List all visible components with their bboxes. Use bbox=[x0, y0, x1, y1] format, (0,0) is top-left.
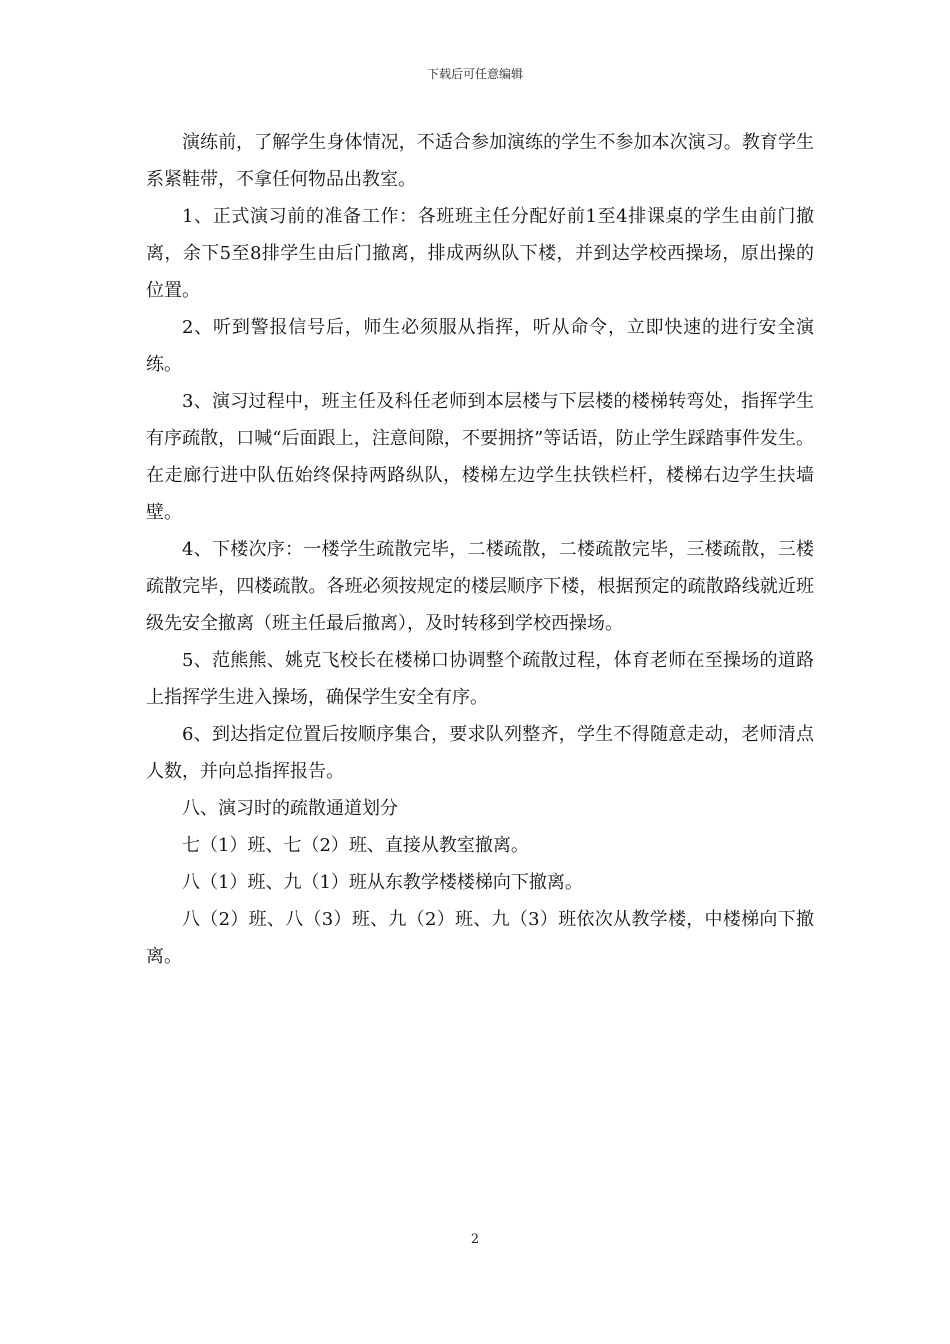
paragraph-step-4: 4、下楼次序：一楼学生疏散完毕，二楼疏散，二楼疏散完毕，三楼疏散，三楼疏散完毕，四楼疏散。各班必须按规定的楼层顺序下楼，根据预定的疏散路线就近班级先安全撤离（班主任最后撤离），及时转移到学校西操场。 bbox=[146, 539, 814, 634]
paragraph-step-2: 2、听到警报信号后，师生必须服从指挥，听从命令，立即快速的进行安全演练。 bbox=[146, 317, 814, 375]
section-heading-evacuation-routes: 八、演习时的疏散通道划分 bbox=[182, 798, 398, 819]
paragraph-preparation: 演练前，了解学生身体情况，不适合参加演练的学生不参加本次演习。教育学生系紧鞋带，不拿任何物品出教室。 bbox=[146, 132, 814, 190]
paragraph-route-east-stairs: 八（1）班、九（1）班从东教学楼楼梯向下撤离。 bbox=[182, 872, 583, 893]
paragraph-route-middle-stairs: 八（2）班、八（3）班、九（2）班、九（3）班依次从教学楼，中楼梯向下撤离。 bbox=[146, 909, 814, 967]
paragraph-step-1: 1、正式演习前的准备工作：各班班主任分配好前1至4排课桌的学生由前门撤离，余下5至8排学生由后门撤离，排成两纵队下楼，并到达学校西操场，原出操的位置。 bbox=[146, 206, 814, 301]
paragraph-step-5: 5、范熊熊、姚克飞校长在楼梯口协调整个疏散过程，体育老师在至操场的道路上指挥学生进入操场，确保学生安全有序。 bbox=[146, 650, 814, 708]
page-header: 下载后可任意编辑 bbox=[426, 67, 523, 81]
paragraph-step-3: 3、演习过程中，班主任及科任老师到本层楼与下层楼的楼梯转弯处，指挥学生有序疏散，口喊“后面跟上，注意间隙，不要拥挤”等话语，防止学生踩踏事件发生。在走廊行进中队伍始终保持两路纵队，楼梯左边学生扶铁栏杆，楼梯右边学生扶墙壁。 bbox=[146, 391, 814, 523]
paragraph-route-grade-7: 七（1）班、七（2）班、直接从教室撤离。 bbox=[182, 835, 529, 856]
page-number: 2 bbox=[470, 1232, 480, 1247]
document-body bbox=[146, 124, 814, 975]
paragraph-step-6: 6、到达指定位置后按顺序集合，要求队列整齐，学生不得随意走动，老师清点人数，并向总指挥报告。 bbox=[146, 724, 814, 782]
